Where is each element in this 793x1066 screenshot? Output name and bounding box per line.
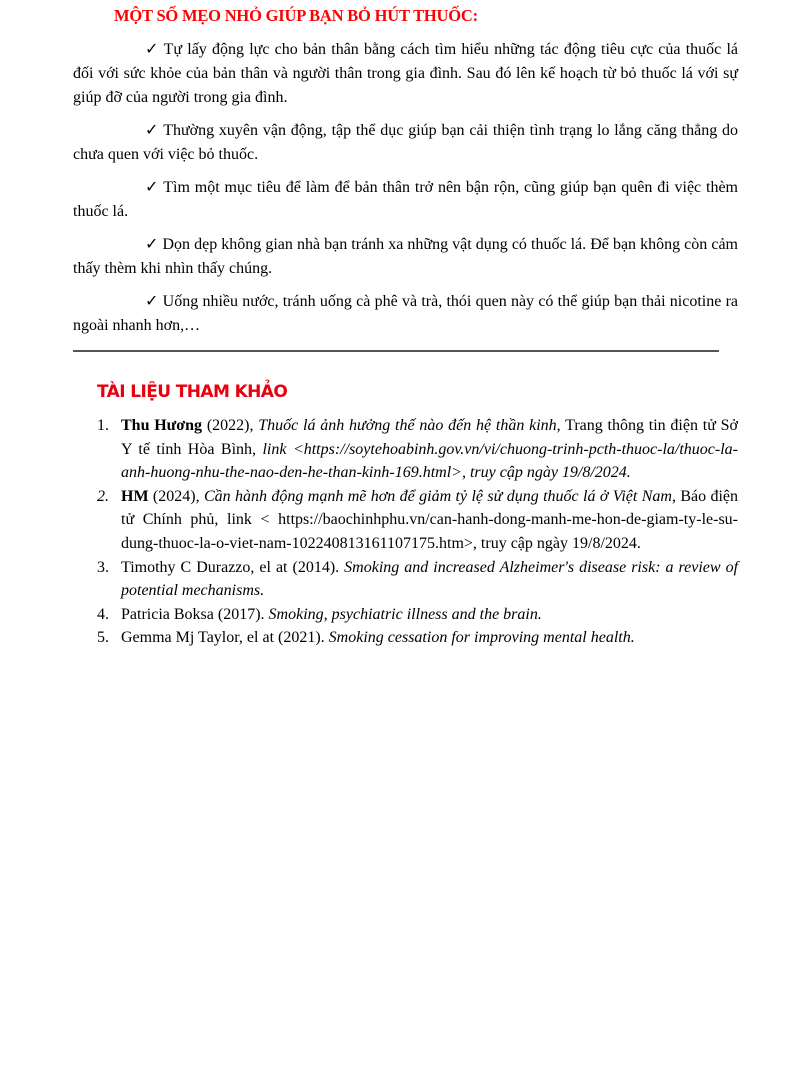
tip-text: Tìm một mục tiêu để làm để bản thân trở nên bận rộn, cũng giúp bạn quên đi việc thèm thuốc lá.: [73, 179, 738, 220]
reference-year: (2024),: [148, 487, 204, 505]
tip-item: [73, 233, 738, 281]
check-icon: ✓: [145, 179, 160, 196]
check-icon: ✓: [145, 41, 160, 58]
reference-title: Thuốc lá ảnh hưởng thế nào đến hệ thần kinh,: [258, 417, 561, 434]
references-list: [97, 414, 738, 650]
check-icon: ✓: [145, 236, 159, 253]
reference-item: [97, 626, 738, 650]
tips-heading: MỘT SỐ MẸO NHỎ GIÚP BẠN BỎ HÚT THUỐC:: [114, 6, 478, 25]
reference-number: 3.: [97, 558, 109, 576]
reference-author: HM: [121, 487, 149, 505]
reference-item: [97, 556, 738, 603]
reference-number: 2.: [97, 487, 109, 505]
reference-author: Thu Hương: [121, 417, 203, 434]
reference-number: 5.: [97, 629, 109, 647]
references-heading: TÀI LIỆU THAM KHẢO: [97, 382, 288, 402]
check-icon: ✓: [145, 293, 159, 310]
reference-item: [97, 603, 738, 627]
tip-item: [73, 290, 738, 338]
tips-list: [73, 38, 738, 347]
reference-author: Timothy C Durazzo, el at (2014).: [121, 558, 345, 576]
reference-source: Trang thông tin điện tử Sở Y tế tỉnh Hòa Bình,: [121, 417, 738, 458]
reference-item: [97, 414, 738, 485]
check-icon: ✓: [145, 122, 160, 139]
tip-item: [73, 38, 738, 110]
tip-item: [73, 176, 738, 224]
reference-title: Smoking and increased Alzheimer's disease risk: a review of potential mechanisms.: [121, 558, 739, 600]
reference-source[interactable]: , Báo điện tử Chính phủ, link < https://baochinhphu.vn/can-hanh-dong-manh-me-hon-de-giam-ty-le-su-dung-thuoc-la-o-viet-nam-102240813161107175.htm>, truy cập ngày 19/8/2024.: [121, 487, 739, 552]
reference-title: Cần hành động mạnh mẽ hơn để giảm tỷ lệ sử dụng thuốc lá ở Việt Nam: [203, 487, 672, 505]
reference-author: Patricia Boksa (2017).: [121, 605, 269, 623]
reference-link[interactable]: link <https://soytehoabinh.gov.vn/vi/chuong-trinh-pcth-thuoc-la/thuoc-la-anh-huong-nhu-the-nao-den-he-than-kinh-169.html>, truy cập ngày 19/8/2024.: [121, 440, 739, 482]
reference-title: Smoking, psychiatric illness and the brain.: [268, 605, 542, 623]
tip-text: Dọn dẹp không gian nhà bạn tránh xa những vật dụng có thuốc lá. Để bạn không còn cảm thấy thèm khi nhìn thấy chúng.: [73, 236, 739, 277]
reference-item: [97, 485, 738, 556]
reference-number: 4.: [97, 605, 109, 623]
tip-text: Thường xuyên vận động, tập thể dục giúp bạn cải thiện tình trạng lo lắng căng thẳng do chưa quen với việc bỏ thuốc.: [73, 122, 739, 163]
section-divider: [73, 350, 719, 352]
reference-number: 1.: [97, 417, 109, 434]
reference-year: (2022),: [202, 417, 259, 434]
reference-title: Smoking cessation for improving mental health.: [328, 629, 635, 647]
tip-text: Uống nhiều nước, tránh uống cà phê và trà, thói quen này có thể giúp bạn thải nicotine ra ngoài nhanh hơn,…: [73, 293, 739, 334]
tip-text: Tự lấy động lực cho bản thân bằng cách tìm hiểu những tác động tiêu cực của thuốc lá đối với sức khỏe của bản thân và người thân trong gia đình. Sau đó lên kế hoạch từ bỏ thuốc lá với sự giúp đỡ của người trong gia đình.: [73, 41, 738, 106]
tip-item: [73, 119, 738, 167]
reference-author: Gemma Mj Taylor, el at (2021).: [121, 629, 329, 647]
